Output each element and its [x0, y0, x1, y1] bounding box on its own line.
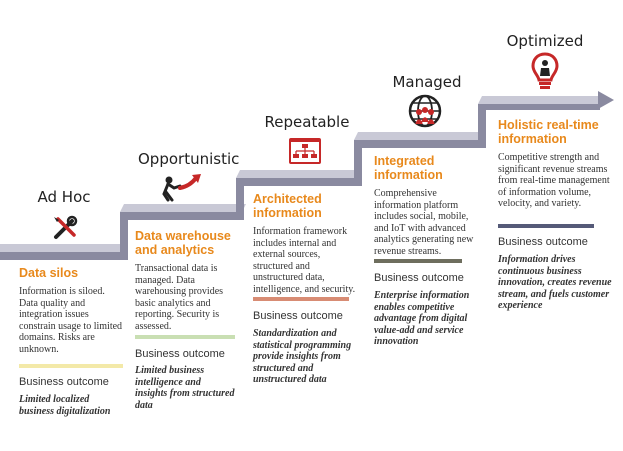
stage-heading-data-silos: Data silos: [19, 266, 79, 280]
stage-description-ad-hoc: Information is siloed. Data quality and integration issues constrain usage to limited domains. Risks are unknown.: [19, 286, 123, 355]
stage-description-repeatable: Information framework includes internal and external sources, structured and unstructured data, intelligence, and security.: [253, 226, 356, 295]
stage-title-ad-hoc: Ad Hoc: [37, 188, 91, 206]
lightbulb-person-icon: [530, 52, 560, 92]
outcome-label-opportunistic: Business outcome: [135, 348, 225, 360]
stage-heading-architected-information: Architected information: [253, 192, 322, 220]
stage-title-repeatable: Repeatable: [264, 113, 350, 131]
divider-bar-optimized: [498, 224, 594, 228]
divider-bar-ad-hoc: [19, 364, 123, 368]
divider-bar-managed: [374, 259, 462, 263]
pushing-growth-arrow-icon: [160, 172, 204, 202]
wrench-screwdriver-icon: [52, 215, 78, 241]
outcome-text-ad-hoc: Limited localized business digitalization: [19, 394, 111, 417]
outcome-text-optimized: Information drives continuous business innovation, creates revenue stream, and fuels customer experience: [498, 254, 612, 311]
stage-heading-data-warehouse: Data warehouse and analytics: [135, 229, 231, 257]
org-chart-window-icon: [288, 137, 322, 165]
stage-description-opportunistic: Transactional data is managed. Data warehousing provides basic analytics and reporting. Security is assessed.: [135, 263, 224, 332]
outcome-text-repeatable: Standardization and statistical programming provide insights from structured and unstructured data: [253, 328, 352, 385]
stage-heading-holistic-real-time: Holistic real-time information: [498, 118, 599, 146]
stage-title-optimized: Optimized: [506, 32, 584, 50]
stage-heading-integrated-information: Integrated information: [374, 154, 443, 182]
outcome-text-managed: Enterprise information enables competitive advantage from digital value-add and service innovation: [374, 290, 470, 347]
outcome-label-repeatable: Business outcome: [253, 310, 343, 322]
stage-description-managed: Comprehensive information platform includes social, mobile, and IoT with advanced analytics generating new revenue streams.: [374, 188, 474, 257]
outcome-label-ad-hoc: Business outcome: [19, 376, 109, 388]
globe-people-icon: [408, 94, 442, 128]
stage-title-managed: Managed: [392, 73, 462, 91]
outcome-label-optimized: Business outcome: [498, 236, 588, 248]
outcome-text-opportunistic: Limited business intelligence and insights from structured data: [135, 365, 235, 411]
stage-title-opportunistic: Opportunistic: [138, 150, 240, 168]
stage-description-optimized: Competitive strength and significant revenue streams from real-time management of information volume, velocity, and variety.: [498, 152, 610, 209]
divider-bar-repeatable: [253, 297, 349, 301]
divider-bar-opportunistic: [135, 335, 235, 339]
outcome-label-managed: Business outcome: [374, 272, 464, 284]
